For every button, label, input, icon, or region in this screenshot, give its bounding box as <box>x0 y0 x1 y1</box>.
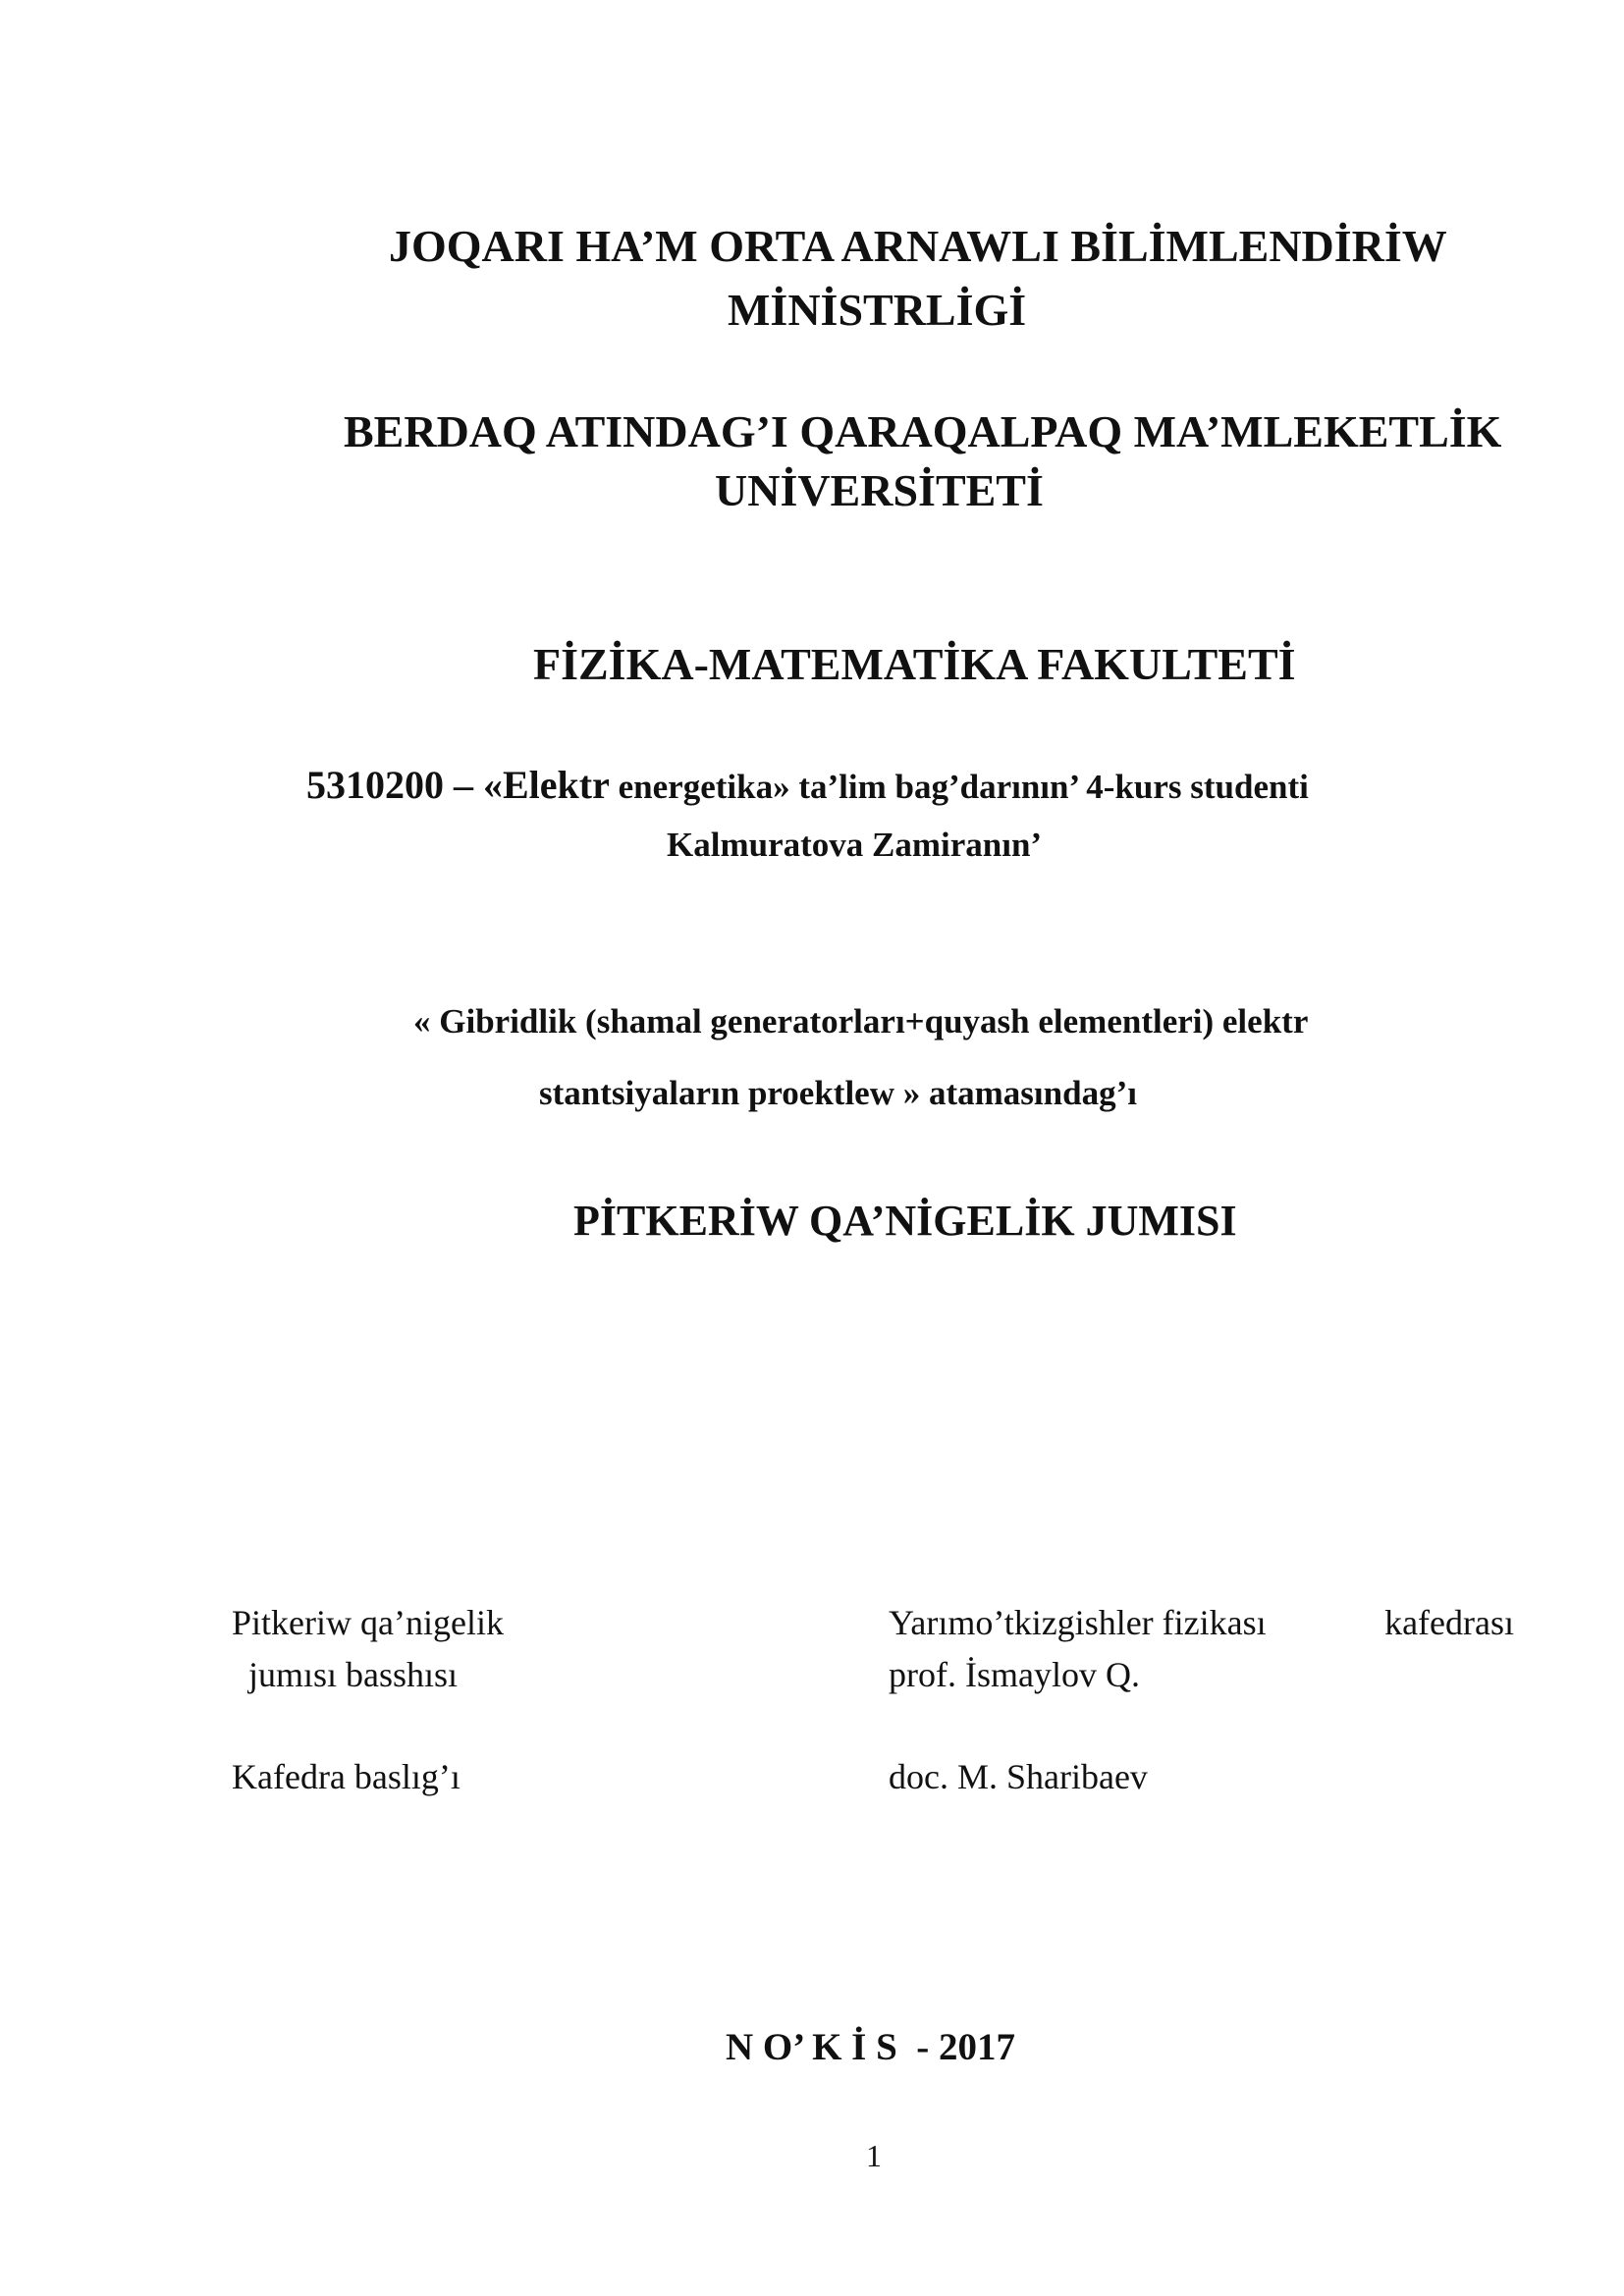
city-year: N O’ K İ S - 2017 <box>726 2026 1016 2068</box>
supervisor-department-line <box>889 1605 1514 1640</box>
supervisor-label-line1: Pitkeriw qa’nigelik <box>232 1603 504 1642</box>
program-code: 5310200 – «Elektr <box>306 763 610 807</box>
university-title-line1: BERDAQ ATINDAG’I QARAQALPAQ MA’MLEKETLİK <box>344 406 1502 456</box>
department-head-name: doc. M. Sharibaev <box>889 1757 1148 1796</box>
student-name: Kalmuratova Zamiranın’ <box>667 826 1043 864</box>
faculty-title: FİZİKA-MATEMATİKA FAKULTETİ <box>533 639 1296 689</box>
page-number: 1 <box>866 2138 882 2173</box>
topic-line2: stantsiyaların proektlew » atamasındag’ı <box>539 1074 1137 1112</box>
topic-line1: « Gibridlik (shamal generatorları+quyash elementleri) elektr <box>413 1002 1309 1041</box>
supervisor-name: prof. İsmaylov Q. <box>889 1655 1140 1694</box>
supervisor-department: Yarımo’tkizgishler fizikası <box>889 1603 1267 1642</box>
program-description: energetika» ta’lim bag’darının’ 4-kurs studenti <box>609 768 1309 806</box>
work-title: PİTKERİW QA’NİGELİK JUMISI <box>573 1197 1237 1245</box>
program-line <box>306 763 1309 807</box>
supervisor-department-suffix: kafedrası <box>1384 1603 1514 1642</box>
ministry-title-line2: MİNİSTRLİGİ <box>728 285 1027 335</box>
supervisor-label-line2: jumısı basshısı <box>240 1655 459 1694</box>
ministry-title-line1: JOQARI HA’M ORTA ARNAWLI BİLİMLENDİRİW <box>389 221 1447 271</box>
university-title-line2: UNİVERSİTETİ <box>715 465 1044 515</box>
department-head-label: Kafedra baslıg’ı <box>232 1757 460 1796</box>
